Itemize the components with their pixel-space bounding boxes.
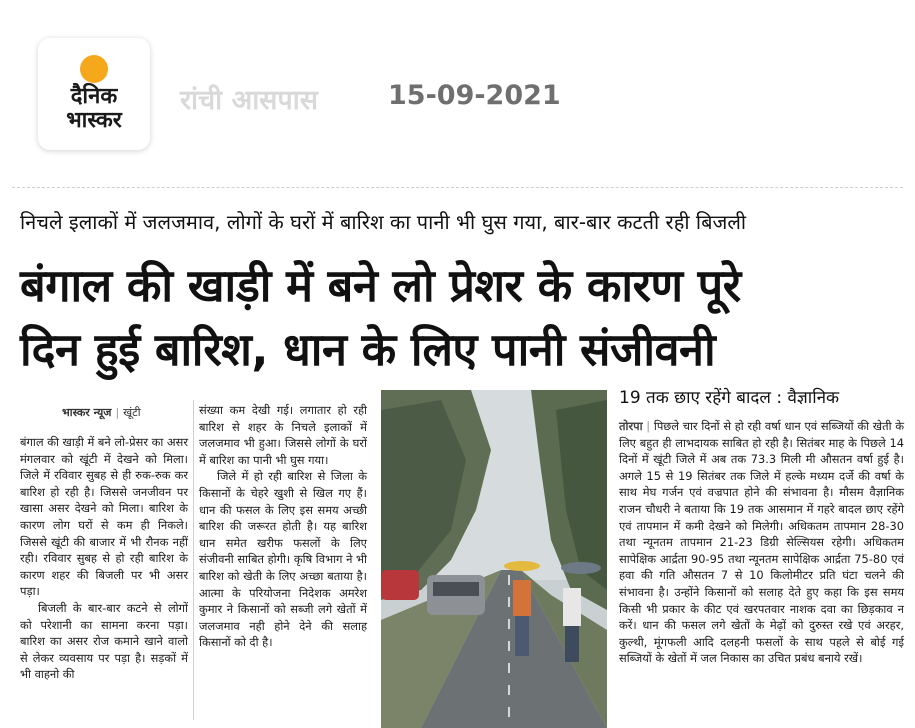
article-column-3 xyxy=(619,418,904,667)
article-column-1 xyxy=(20,434,188,683)
headline-line-2: दिन हुई बारिश, धान के लिए पानी संजीवनी xyxy=(20,323,716,376)
logo-text-line1: दैनिक xyxy=(70,84,118,109)
paragraph: संख्या कम देखी गई। लगातार हो रही बारिश से शहर के निचले इलाकों में जलजमाव भी हुआ। जिससे लोगों के घरों में बारिश का पानी भी घुस गया। xyxy=(199,403,367,467)
article-headline xyxy=(20,254,900,382)
masthead-divider xyxy=(12,187,903,188)
paragraph-text: पिछले चार दिनों से हो रही वर्षा धान एवं सब्जियों की खेती के लिए बहुत ही लाभदायक साबित हो रही है। सितंबर माह के पिछले 14 दिनों में खूंटी जिले में अब तक 73.3 मिली मी औसतन वर्षा हुई है। अगले 15 से 19 सितंबर तक जिले में हल्के मध्यम दर्जे की वर्षा के साथ मेघ गर्जन एवं वज्रपात होने की संभावना है। मौसम वैज्ञानिक राजन चौधरी ने बताया कि 19 तक आसमान में गहरे बादल छाए रहेंगे एवं तापमान में कमी देखने को मिलेगी। अधिकतम तापमान 28-30 तथा न्यूनतम तापमान 21-23 डिग्री सेल्सियस रहेगी। अधिकतम सापेक्षिक आर्द्रता 90-95 तथा न्यूनतम सापेक्षिक आर्द्रता 75-80 एवं हवा की गति औसतन 7 से 10 किलोमीटर प्रति घंटा चलने की संभावना है। उन्होंने किसानों को सलाह देते हुए कहा कि इस समय किसी भी प्रकार के कीट एवं खरपतवार नाशक दवा का छिड़काव न करें। धान की फसल लगे खेतों के मेढ़ों को दुरुस्त रखे एवं अरहर, कुल्थी, मूंगफली आदि दलहनी फसलों के साथ पहले से बोई गई सब्जियों के खेतों में जल निकास का उचित प्रबंध बनाये रखें। xyxy=(619,419,905,666)
column-divider xyxy=(193,400,194,720)
paragraph: बंगाल की खाड़ी में बने लो-प्रेसर का असर मंगलवार को खूंटी में देखने को मिला। जिले में रविवार सुबह से ही रुक-रुक कर बारिश हो रही है। जिससे जनजीवन पर खासा असर देखने को मिला। बारिश के कारण लोग घरों से कम ही निकले। जिससे खूंटी की बाजार में भी रौनक नहीं रही। रविवार सुबह से हो रही बारिश के कारण शहर की बिजली पर भी असर पड़ा। xyxy=(20,435,188,599)
byline xyxy=(62,405,141,420)
article-kicker: निचले इलाकों में जलजमाव, लोगों के घरों में बारिश का पानी भी घुस गया, बार-बार कटती रही बिजली xyxy=(20,210,747,234)
rain-road-photo xyxy=(381,390,607,728)
paragraph: तोरपा | पिछले चार दिनों से हो रही वर्षा धान एवं सब्जियों की खेती के लिए बहुत ही लाभदायक साबित हो रही है। सितंबर माह के पिछले 14 दिनों में खूंटी जिले में अब तक 73.3 मिली मी औसतन वर्षा हुई है। अगले 15 से 19 सितंबर तक जिले में हल्के मध्यम दर्जे की वर्षा के साथ मेघ गर्जन एवं वज्रपात होने की संभावना है। मौसम वैज्ञानिक राजन चौधरी ने बताया कि 19 तक आसमान में गहरे बादल छाए रहेंगे एवं तापमान में कमी देखने को मिलेगी। अधिकतम तापमान 28-30 तथा न्यूनतम तापमान 21-23 डिग्री सेल्सियस रहेगी। अधिकतम सापेक्षिक आर्द्रता 90-95 तथा न्यूनतम सापेक्षिक आर्द्रता 75-80 एवं हवा की गति औसतन 7 से 10 किलोमीटर प्रति घंटा चलने की संभावना है। उन्होंने किसानों को सलाह देते हुए कहा कि इस समय किसी भी प्रकार के कीट एवं खरपतवार नाशक दवा का छिड़काव न करें। धान की फसल लगे खेतों के मेढ़ों को दुरुस्त रखे एवं अरहर, कुल्थी, मूंगफली आदि दलहनी फसलों के साथ पहले से बोई गई सब्जियों के खेतों में जल निकास का उचित प्रबंध बनाये रखें। xyxy=(619,419,905,666)
byline-separator: | xyxy=(115,406,120,419)
newspaper-logo xyxy=(38,38,150,150)
headline-line-1: बंगाल की खाड़ी में बने लो प्रेशर के कारण पूरे xyxy=(20,259,741,312)
sun-icon xyxy=(80,55,108,83)
sub-headline: 19 तक छाए रहेंगे बादल : वैज्ञानिक xyxy=(619,388,840,408)
paragraph: बिजली के बार-बार कटने से लोगों को परेशानी का सामना करना पड़ा। बारिश का असर रोज कमाने खाने वालो से लेकर व्यवसाय पर पड़ा है। सड़कों में भी वाहनो की xyxy=(20,600,188,682)
paragraph: जिले में हो रही बारिश से जिला के किसानों के चेहरे खुशी से खिल गए हैं। धान की फसल के लिए इस समय अच्छी बारिश की जरूरत होती है। यह बारिश धान समेत खरीफ फसलों के लिए संजीवनी साबित होगी। कृषि विभाग ने भी बारिश को खेती के लिए अच्छा बताया है। आत्मा के परियोजना निदेशक अमरेश कुमार ने किसानों को सब्जी लगे खेतों में जलजमाव नही होने देने की सलाह किसानों को दी है। xyxy=(199,469,367,650)
logo-text-line2: भास्कर xyxy=(66,108,122,133)
byline-place: खूंटी xyxy=(123,406,141,419)
article-column-2 xyxy=(199,402,367,651)
edition-name: रांची आसपास xyxy=(180,85,319,116)
byline-source: भास्कर न्यूज xyxy=(62,406,112,419)
dateline: तोरपा xyxy=(619,419,643,433)
publication-date: 15-09-2021 xyxy=(388,80,561,111)
